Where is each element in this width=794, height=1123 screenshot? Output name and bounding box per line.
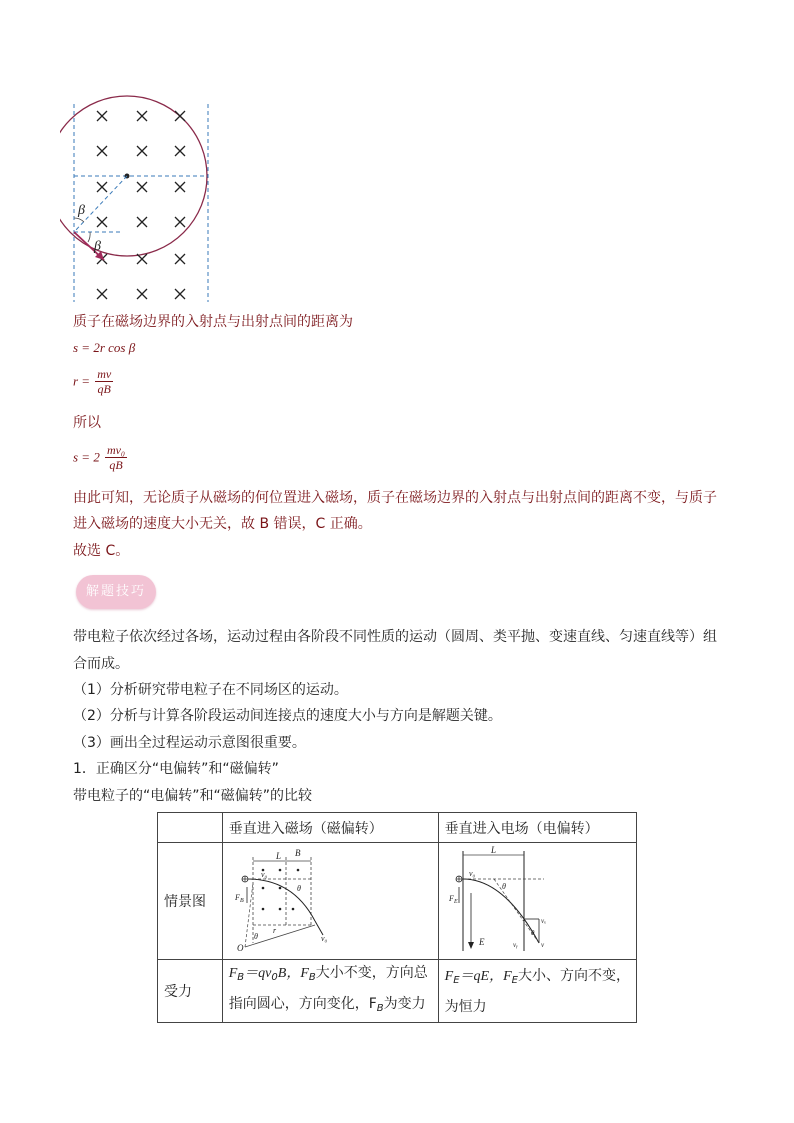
tips-badge: 解题技巧 bbox=[76, 575, 156, 609]
comparison-table bbox=[157, 812, 637, 1023]
svg-text:θ: θ bbox=[253, 932, 258, 941]
svg-text:v: v bbox=[540, 941, 544, 949]
beta-label-2: β bbox=[94, 239, 101, 254]
tips-item-3: （3）画出全过程运动示意图很重要。 bbox=[73, 735, 306, 751]
tips-item-1: （1）分析研究带电粒子在不同场区的运动。 bbox=[73, 682, 348, 698]
equation-r: r = $\frac{mv}{qB}$ bbox=[73, 367, 112, 396]
svg-text:θ: θ bbox=[530, 929, 535, 937]
header-empty-cell bbox=[158, 813, 223, 843]
svg-text:vₓ: vₓ bbox=[540, 917, 546, 925]
svg-text:E: E bbox=[478, 937, 485, 947]
magnetic-force-cell: $F_B=qv_0B$，$F_B$大小不变，方向总 指向圆心，方向变化，$F_B$为变力 bbox=[222, 960, 438, 1023]
row-label-force: 受力 bbox=[158, 960, 223, 1023]
table-caption: 带电粒子的“电偏转”和“磁偏转”的比较 bbox=[73, 788, 313, 804]
header-electric: 垂直进入电场（电偏转） bbox=[438, 813, 636, 843]
svg-text:r: r bbox=[272, 926, 276, 935]
tips-paragraph-1: 带电粒子依次经过各场，运动过程由各阶段不同性质的运动（圆周、类平抛、变速直线、匀速直线等）组 bbox=[73, 629, 717, 645]
svg-text:v₀: v₀ bbox=[320, 934, 328, 943]
row-label-scene: 情景图 bbox=[158, 843, 223, 960]
svg-text:vᵧ: vᵧ bbox=[512, 941, 518, 949]
svg-text:v₀: v₀ bbox=[260, 870, 268, 879]
answer-line: 故选 C。 bbox=[73, 543, 130, 559]
svg-text:O: O bbox=[236, 943, 244, 953]
magnetic-scene-cell bbox=[222, 843, 438, 960]
svg-text:θ: θ bbox=[296, 884, 301, 893]
header-magnetic: 垂直进入磁场（磁偏转） bbox=[222, 813, 438, 843]
svg-text:F: F bbox=[234, 893, 240, 902]
svg-text:B: B bbox=[294, 848, 301, 858]
svg-text:v₀: v₀ bbox=[468, 869, 475, 878]
svg-text:B: B bbox=[239, 898, 244, 904]
tips-paragraph-2: 合而成。 bbox=[73, 656, 129, 672]
field-crosses bbox=[97, 111, 185, 299]
conclusion-line-1: 由此可知，无论质子从磁场的何位置进入磁场，质子在磁场边界的入射点与出射点间的距离不变，与质子 bbox=[73, 490, 717, 506]
svg-text:L: L bbox=[490, 845, 496, 855]
magnetic-field-figure bbox=[60, 92, 220, 307]
tips-item-2: （2）分析与计算各阶段运动间连接点的速度大小与方向是解题关键。 bbox=[73, 708, 502, 724]
magnetic-deflection-diagram bbox=[223, 843, 433, 959]
conclusion-line-2: 进入磁场的速度大小无关，故 B 错误，C 正确。 bbox=[73, 516, 372, 532]
svg-text:L: L bbox=[275, 851, 281, 861]
therefore-label: 所以 bbox=[73, 415, 101, 431]
distance-statement: 质子在磁场边界的入射点与出射点间的距离为 bbox=[73, 314, 353, 330]
beta-label-1: β bbox=[78, 203, 85, 218]
electric-deflection-diagram bbox=[439, 843, 629, 959]
equation-s: s = 2r cos β bbox=[73, 340, 136, 355]
equation-s-final: s = 2 $\frac{\text{mv₀}}{qB}$ bbox=[73, 443, 126, 472]
svg-text:E: E bbox=[453, 899, 458, 905]
section-heading: 1．正确区分“电偏转”和“磁偏转” bbox=[73, 761, 279, 777]
electric-force-cell: $F_E=qE$，$F_E$大小、方向不变， 为恒力 bbox=[438, 960, 636, 1023]
svg-text:F: F bbox=[448, 894, 454, 903]
svg-text:θ: θ bbox=[501, 882, 506, 891]
electric-scene-cell bbox=[438, 843, 636, 960]
